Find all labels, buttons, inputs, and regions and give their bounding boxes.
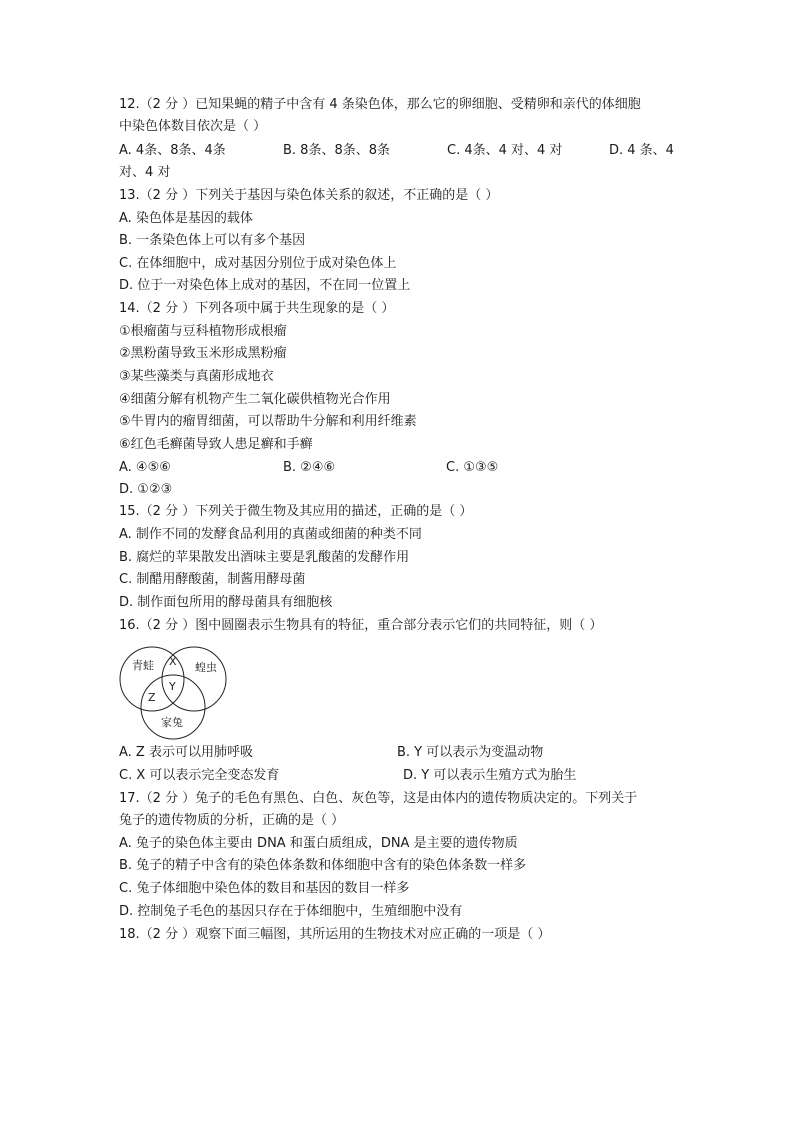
venn-label-frog: 青蛙 bbox=[132, 659, 154, 672]
q13-stem: 13.（2 分 ）下列关于基因与染色体关系的叙述，不正确的是（ ） bbox=[119, 188, 499, 203]
q14-item-2: ②黑粉菌导致玉米形成黑粉瘤 bbox=[119, 346, 287, 361]
q12-stem-line2: 中染色体数目依次是（ ） bbox=[119, 119, 267, 134]
q17-option-a: A. 兔子的染色体主要由 DNA 和蛋白质组成，DNA 是主要的遗传物质 bbox=[119, 836, 518, 851]
q15-option-d: D. 制作面包所用的酵母菌具有细胞核 bbox=[119, 595, 333, 610]
q14-option-c: C. ①③⑤ bbox=[446, 460, 499, 475]
venn-label-x: X bbox=[169, 655, 177, 668]
venn-label-y: Y bbox=[169, 680, 176, 693]
q14-stem: 14.（2 分 ）下列各项中属于共生现象的是（ ） bbox=[119, 301, 395, 316]
q12-option-a: A. 4条、8条、4条 bbox=[119, 143, 226, 158]
q12-option-d-cont: 对、4 对 bbox=[119, 165, 171, 180]
q17-stem-line1: 17.（2 分 ）兔子的毛色有黑色、白色、灰色等，这是由体内的遗传物质决定的。下列关于 bbox=[119, 791, 638, 806]
q14-item-4: ④细菌分解有机物产生二氧化碳供植物光合作用 bbox=[119, 392, 391, 407]
q16-option-a: A. Z 表示可以用肺呼吸 bbox=[119, 745, 253, 760]
q18-stem: 18.（2 分 ）观察下面三幅图，其所运用的生物技术对应正确的一项是（ ） bbox=[119, 927, 551, 942]
venn-label-rabbit: 家兔 bbox=[161, 716, 183, 729]
q14-item-1: ①根瘤菌与豆科植物形成根瘤 bbox=[119, 324, 287, 339]
q17-option-c: C. 兔子体细胞中染色体的数目和基因的数目一样多 bbox=[119, 881, 410, 896]
venn-label-locust: 蝗虫 bbox=[195, 661, 217, 674]
q17-option-d: D. 控制兔子毛色的基因只存在于体细胞中，生殖细胞中没有 bbox=[119, 904, 463, 919]
q17-option-b: B. 兔子的精子中含有的染色体条数和体细胞中含有的染色体条数一样多 bbox=[119, 858, 527, 873]
q16-option-b: B. Y 可以表示为变温动物 bbox=[397, 745, 544, 760]
q15-stem: 15.（2 分 ）下列关于微生物及其应用的描述，正确的是（ ） bbox=[119, 504, 473, 519]
venn-label-z: Z bbox=[148, 691, 156, 704]
q15-option-a: A. 制作不同的发酵食品利用的真菌或细菌的种类不同 bbox=[119, 527, 422, 542]
q16-option-d: D. Y 可以表示生殖方式为胎生 bbox=[403, 768, 577, 783]
q12-stem-line1: 12.（2 分 ）已知果蝇的精子中含有 4 条染色体，那么它的卵细胞、受精卵和亲代的体细胞 bbox=[119, 97, 641, 112]
q12-option-d: D. 4 条、4 bbox=[609, 143, 674, 158]
q13-option-b: B. 一条染色体上可以有多个基因 bbox=[119, 233, 306, 248]
q14-option-d: D. ①②③ bbox=[119, 482, 173, 497]
q14-item-5: ⑤牛胃内的瘤胃细菌，可以帮助牛分解和利用纤维素 bbox=[119, 414, 417, 429]
q16-stem: 16.（2 分 ）图中圆圈表示生物具有的特征，重合部分表示它们的共同特征，则（ ） bbox=[119, 618, 603, 633]
q12-option-b: B. 8条、8条、8条 bbox=[283, 143, 390, 158]
q13-option-c: C. 在体细胞中，成对基因分别位于成对染色体上 bbox=[119, 256, 397, 271]
q13-option-a: A. 染色体是基因的载体 bbox=[119, 211, 253, 226]
q16-option-c: C. X 可以表示完全变态发育 bbox=[119, 768, 280, 783]
q14-option-b: B. ②④⑥ bbox=[283, 460, 336, 475]
q13-option-d: D. 位于一对染色体上成对的基因，不在同一位置上 bbox=[119, 278, 411, 293]
venn-diagram bbox=[117, 645, 232, 740]
q14-item-3: ③某些藻类与真菌形成地衣 bbox=[119, 369, 274, 384]
q12-option-c: C. 4条、4 对、4 对 bbox=[447, 143, 563, 158]
q15-option-c: C. 制醋用酵酸菌，制酱用酵母菌 bbox=[119, 572, 306, 587]
q14-item-6: ⑥红色毛癣菌导致人患足癣和手癣 bbox=[119, 437, 313, 452]
q17-stem-line2: 兔子的遗传物质的分析，正确的是（ ） bbox=[119, 813, 345, 828]
q15-option-b: B. 腐烂的苹果散发出酒味主要是乳酸菌的发酵作用 bbox=[119, 550, 410, 565]
q14-option-a: A. ④⑤⑥ bbox=[119, 460, 171, 475]
